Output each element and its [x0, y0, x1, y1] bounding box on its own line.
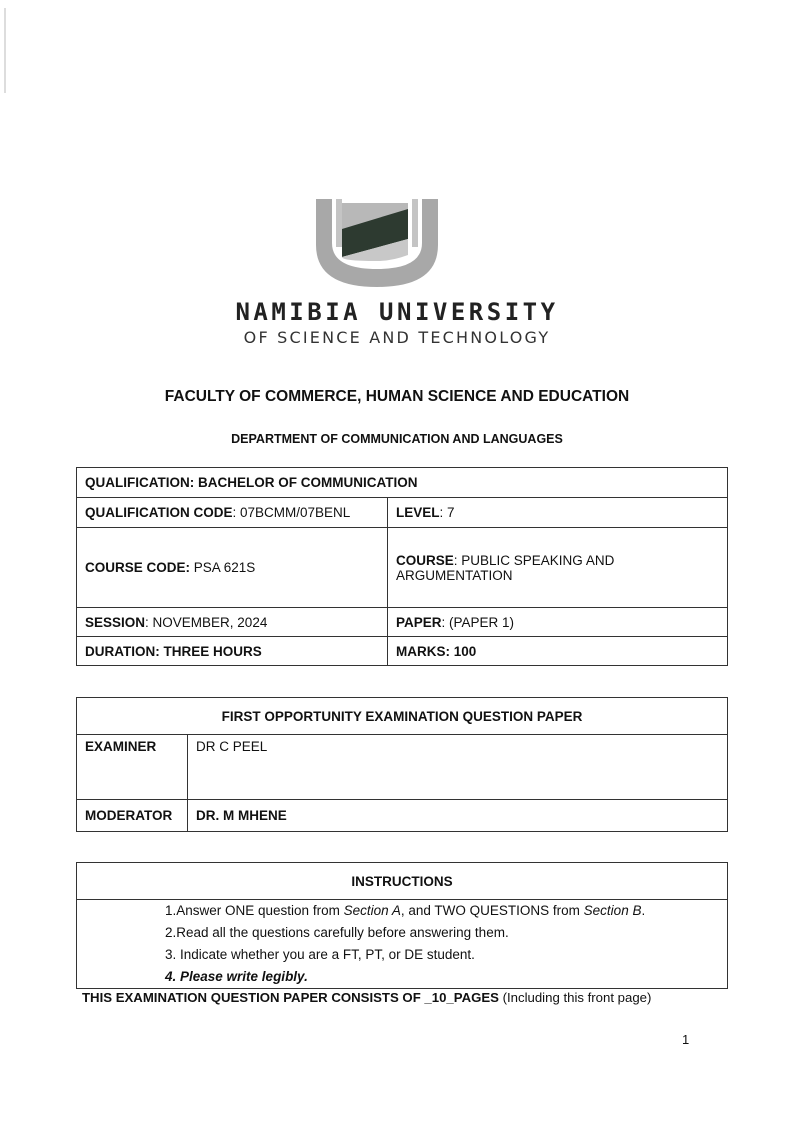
table-row — [77, 608, 728, 637]
nust-emblem-icon — [312, 195, 442, 290]
course-cell: COURSE: PUBLIC SPEAKING AND ARGUMENTATION — [388, 528, 728, 608]
instruction-4: 4. Please write legibly. — [165, 969, 308, 984]
department-title: DEPARTMENT OF COMMUNICATION AND LANGUAGES — [231, 432, 563, 446]
qualification-cell: QUALIFICATION: BACHELOR OF COMMUNICATION — [77, 468, 728, 498]
scan-edge-mark — [4, 8, 6, 93]
page-count-note: THIS EXAMINATION QUESTION PAPER CONSISTS OF _10_PAGES (Including this front page) — [82, 990, 652, 1005]
instruction-1: 1.Answer ONE question from Section A, and TWO QUESTIONS from Section B. — [165, 903, 646, 918]
university-subtitle: OF SCIENCE AND TECHNOLOGY — [243, 328, 551, 347]
qualification-code-cell: QUALIFICATION CODE: 07BCMM/07BENL — [77, 498, 388, 528]
table-row — [77, 468, 728, 498]
table-row — [77, 498, 728, 528]
table-row — [77, 698, 728, 735]
examiner-value: DR C PEEL — [188, 735, 728, 800]
table-row — [77, 800, 728, 832]
instructions-table — [76, 862, 728, 989]
marks-cell: MARKS: 100 — [388, 637, 728, 666]
university-logo — [0, 195, 794, 355]
university-name: NAMIBIA UNIVERSITY — [235, 298, 559, 326]
course-code-cell: COURSE CODE: PSA 621S — [77, 528, 388, 608]
instruction-2: 2.Read all the questions carefully before answering them. — [165, 925, 509, 940]
examiner-label: EXAMINER — [77, 735, 188, 800]
moderator-label: MODERATOR — [77, 800, 188, 832]
level-cell: LEVEL: 7 — [388, 498, 728, 528]
faculty-title: FACULTY OF COMMERCE, HUMAN SCIENCE AND EDUCATION — [164, 388, 630, 405]
paper-cell: PAPER: (PAPER 1) — [388, 608, 728, 637]
instruction-3: 3. Indicate whether you are a FT, PT, or DE student. — [165, 947, 475, 962]
qualification-table — [76, 467, 728, 666]
page-number: 1 — [682, 1032, 690, 1047]
instructions-list — [77, 900, 728, 989]
table-row — [77, 900, 728, 989]
moderator-value: DR. M MHENE — [188, 800, 728, 832]
duration-cell: DURATION: THREE HOURS — [77, 637, 388, 666]
table-row — [77, 735, 728, 800]
instructions-heading: INSTRUCTIONS — [77, 863, 728, 900]
exam-heading: FIRST OPPORTUNITY EXAMINATION QUESTION PAPER — [77, 698, 728, 735]
session-cell: SESSION: NOVEMBER, 2024 — [77, 608, 388, 637]
table-row — [77, 637, 728, 666]
table-row — [77, 863, 728, 900]
table-row — [77, 528, 728, 608]
examination-table — [76, 697, 728, 832]
